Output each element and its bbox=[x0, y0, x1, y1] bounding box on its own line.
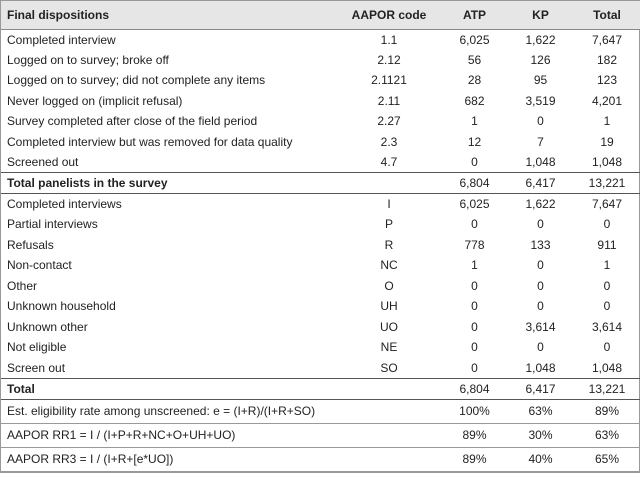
table-header-row bbox=[1, 1, 640, 29]
row-total: 7,647 bbox=[591, 32, 623, 47]
row-atp: 1 bbox=[471, 258, 478, 273]
row-atp: 6,025 bbox=[459, 197, 490, 211]
table-body bbox=[1, 29, 640, 471]
row-label: Non-contact bbox=[7, 258, 72, 273]
row-total: 7,647 bbox=[591, 197, 623, 211]
row-code bbox=[337, 173, 441, 194]
row-label: Completed interview but was removed for data quality bbox=[7, 134, 293, 149]
row-label: Completed interviews bbox=[7, 197, 122, 211]
row-label: AAPOR RR3 = I / (I+R+[e*UO]) bbox=[1, 447, 337, 471]
table-row bbox=[1, 111, 640, 132]
row-kp: 0 bbox=[537, 217, 544, 232]
row-total: 4,201 bbox=[591, 93, 623, 108]
row-code: 2.27 bbox=[377, 114, 401, 129]
row-total: 13,221 bbox=[573, 378, 640, 399]
table-row bbox=[1, 91, 640, 112]
row-atp: 6,804 bbox=[441, 173, 508, 194]
row-total: 13,221 bbox=[573, 173, 640, 194]
row-kp: 3,614 bbox=[525, 319, 556, 334]
row-code: R bbox=[384, 237, 394, 252]
row-kp: 3,519 bbox=[525, 93, 556, 108]
table-row bbox=[1, 194, 640, 215]
table-row bbox=[1, 337, 640, 358]
row-total: 123 bbox=[596, 73, 618, 88]
row-kp: 0 bbox=[537, 299, 544, 314]
row-label: Screened out bbox=[7, 155, 79, 169]
row-label: Never logged on (implicit refusal) bbox=[7, 93, 183, 108]
row-code: SO bbox=[380, 360, 398, 375]
header-aapor-code: AAPOR code bbox=[337, 1, 441, 29]
row-code: I bbox=[387, 197, 391, 211]
row-total: 1,048 bbox=[591, 155, 623, 169]
row-atp: 0 bbox=[471, 155, 478, 169]
row-atp: 89% bbox=[441, 423, 508, 447]
row-code: UH bbox=[380, 299, 398, 314]
row-kp: 1,622 bbox=[525, 32, 556, 47]
row-atp: 0 bbox=[471, 278, 478, 293]
row-kp: 6,417 bbox=[508, 173, 573, 194]
row-total: 0 bbox=[603, 299, 611, 314]
row-label: Est. eligibility rate among unscreened: e = (I+R)/(I+R+SO) bbox=[1, 399, 337, 423]
header-final-dispositions: Final dispositions bbox=[1, 1, 337, 29]
row-kp: 1,048 bbox=[525, 155, 556, 169]
row-kp: 30% bbox=[508, 423, 573, 447]
row-label: Other bbox=[7, 278, 38, 293]
table-row bbox=[1, 235, 640, 256]
row-atp: 89% bbox=[441, 447, 508, 471]
row-atp: 100% bbox=[441, 399, 508, 423]
row-code: O bbox=[384, 278, 394, 293]
row-total: 3,614 bbox=[591, 319, 623, 334]
row-label: Unknown other bbox=[7, 319, 88, 334]
row-code: 2.11 bbox=[377, 93, 401, 108]
row-atp: 6,025 bbox=[459, 32, 490, 47]
row-atp: 682 bbox=[464, 93, 485, 108]
row-atp: 56 bbox=[467, 52, 482, 67]
row-total: 19 bbox=[600, 134, 614, 149]
row-code: NE bbox=[380, 340, 398, 355]
header-kp: KP bbox=[508, 1, 573, 29]
total-panelists-row bbox=[1, 173, 640, 194]
row-label: Total panelists in the survey bbox=[1, 173, 337, 194]
row-total: 182 bbox=[596, 52, 618, 67]
table-row bbox=[1, 276, 640, 297]
row-code: NC bbox=[380, 258, 398, 273]
row-code: UO bbox=[380, 319, 398, 334]
rate-row bbox=[1, 399, 640, 423]
row-atp: 0 bbox=[471, 299, 478, 314]
table-row bbox=[1, 132, 640, 153]
row-label: Refusals bbox=[7, 237, 54, 252]
table-row bbox=[1, 214, 640, 235]
row-code: 1.1 bbox=[380, 32, 398, 47]
total-row bbox=[1, 378, 640, 399]
row-code: 2.12 bbox=[377, 52, 401, 67]
row-code: 2.1121 bbox=[371, 73, 407, 88]
row-kp: 0 bbox=[537, 340, 544, 355]
row-code: P bbox=[384, 217, 393, 232]
row-label: Logged on to survey; did not complete any items bbox=[7, 73, 266, 88]
table-row bbox=[1, 50, 640, 71]
row-kp: 6,417 bbox=[508, 378, 573, 399]
row-total: 1 bbox=[603, 114, 611, 129]
row-total: 0 bbox=[603, 340, 611, 355]
row-atp: 0 bbox=[471, 360, 478, 375]
row-kp: 7 bbox=[537, 134, 544, 149]
row-code bbox=[337, 423, 441, 447]
row-total: 1,048 bbox=[591, 360, 623, 375]
row-kp: 0 bbox=[537, 278, 544, 293]
row-code bbox=[337, 447, 441, 471]
header-total: Total bbox=[573, 1, 640, 29]
table-row bbox=[1, 255, 640, 276]
table-row bbox=[1, 29, 640, 50]
row-kp: 40% bbox=[508, 447, 573, 471]
row-total: 1 bbox=[603, 258, 611, 273]
row-atp: 778 bbox=[464, 237, 485, 252]
table-row bbox=[1, 358, 640, 379]
row-code: 4.7 bbox=[380, 155, 398, 169]
row-label: Total bbox=[1, 378, 337, 399]
row-code bbox=[337, 399, 441, 423]
header-atp: ATP bbox=[441, 1, 508, 29]
row-atp: 12 bbox=[467, 134, 482, 149]
row-atp: 6,804 bbox=[441, 378, 508, 399]
row-label: Survey completed after close of the field period bbox=[7, 114, 258, 129]
row-kp: 0 bbox=[537, 258, 544, 273]
row-label: Screen out bbox=[7, 360, 66, 375]
row-kp: 63% bbox=[508, 399, 573, 423]
row-kp: 133 bbox=[530, 237, 551, 252]
row-kp: 0 bbox=[537, 114, 544, 129]
table-row bbox=[1, 152, 640, 173]
row-total: 89% bbox=[573, 399, 640, 423]
row-total: 0 bbox=[603, 217, 611, 232]
row-total: 65% bbox=[573, 447, 640, 471]
row-total: 911 bbox=[597, 237, 617, 252]
row-kp: 95 bbox=[533, 73, 548, 88]
row-kp: 126 bbox=[530, 52, 551, 67]
row-code bbox=[337, 378, 441, 399]
rate-row bbox=[1, 423, 640, 447]
row-label: Logged on to survey; broke off bbox=[7, 52, 169, 67]
dispositions-table bbox=[1, 1, 640, 472]
row-label: Completed interview bbox=[7, 32, 116, 47]
row-atp: 0 bbox=[471, 340, 478, 355]
table-row bbox=[1, 70, 640, 91]
table-row bbox=[1, 317, 640, 338]
row-atp: 0 bbox=[471, 217, 478, 232]
table-row bbox=[1, 296, 640, 317]
row-label: Unknown household bbox=[7, 299, 116, 314]
rate-row bbox=[1, 447, 640, 471]
row-label: Partial interviews bbox=[7, 217, 98, 232]
row-kp: 1,622 bbox=[525, 197, 556, 211]
row-atp: 0 bbox=[471, 319, 478, 334]
row-label: AAPOR RR1 = I / (I+P+R+NC+O+UH+UO) bbox=[1, 423, 337, 447]
row-label: Not eligible bbox=[7, 340, 67, 355]
row-total: 0 bbox=[603, 278, 611, 293]
row-atp: 1 bbox=[471, 114, 478, 129]
row-kp: 1,048 bbox=[525, 360, 556, 375]
row-code: 2.3 bbox=[380, 134, 398, 149]
row-total: 63% bbox=[573, 423, 640, 447]
row-atp: 28 bbox=[467, 73, 482, 88]
